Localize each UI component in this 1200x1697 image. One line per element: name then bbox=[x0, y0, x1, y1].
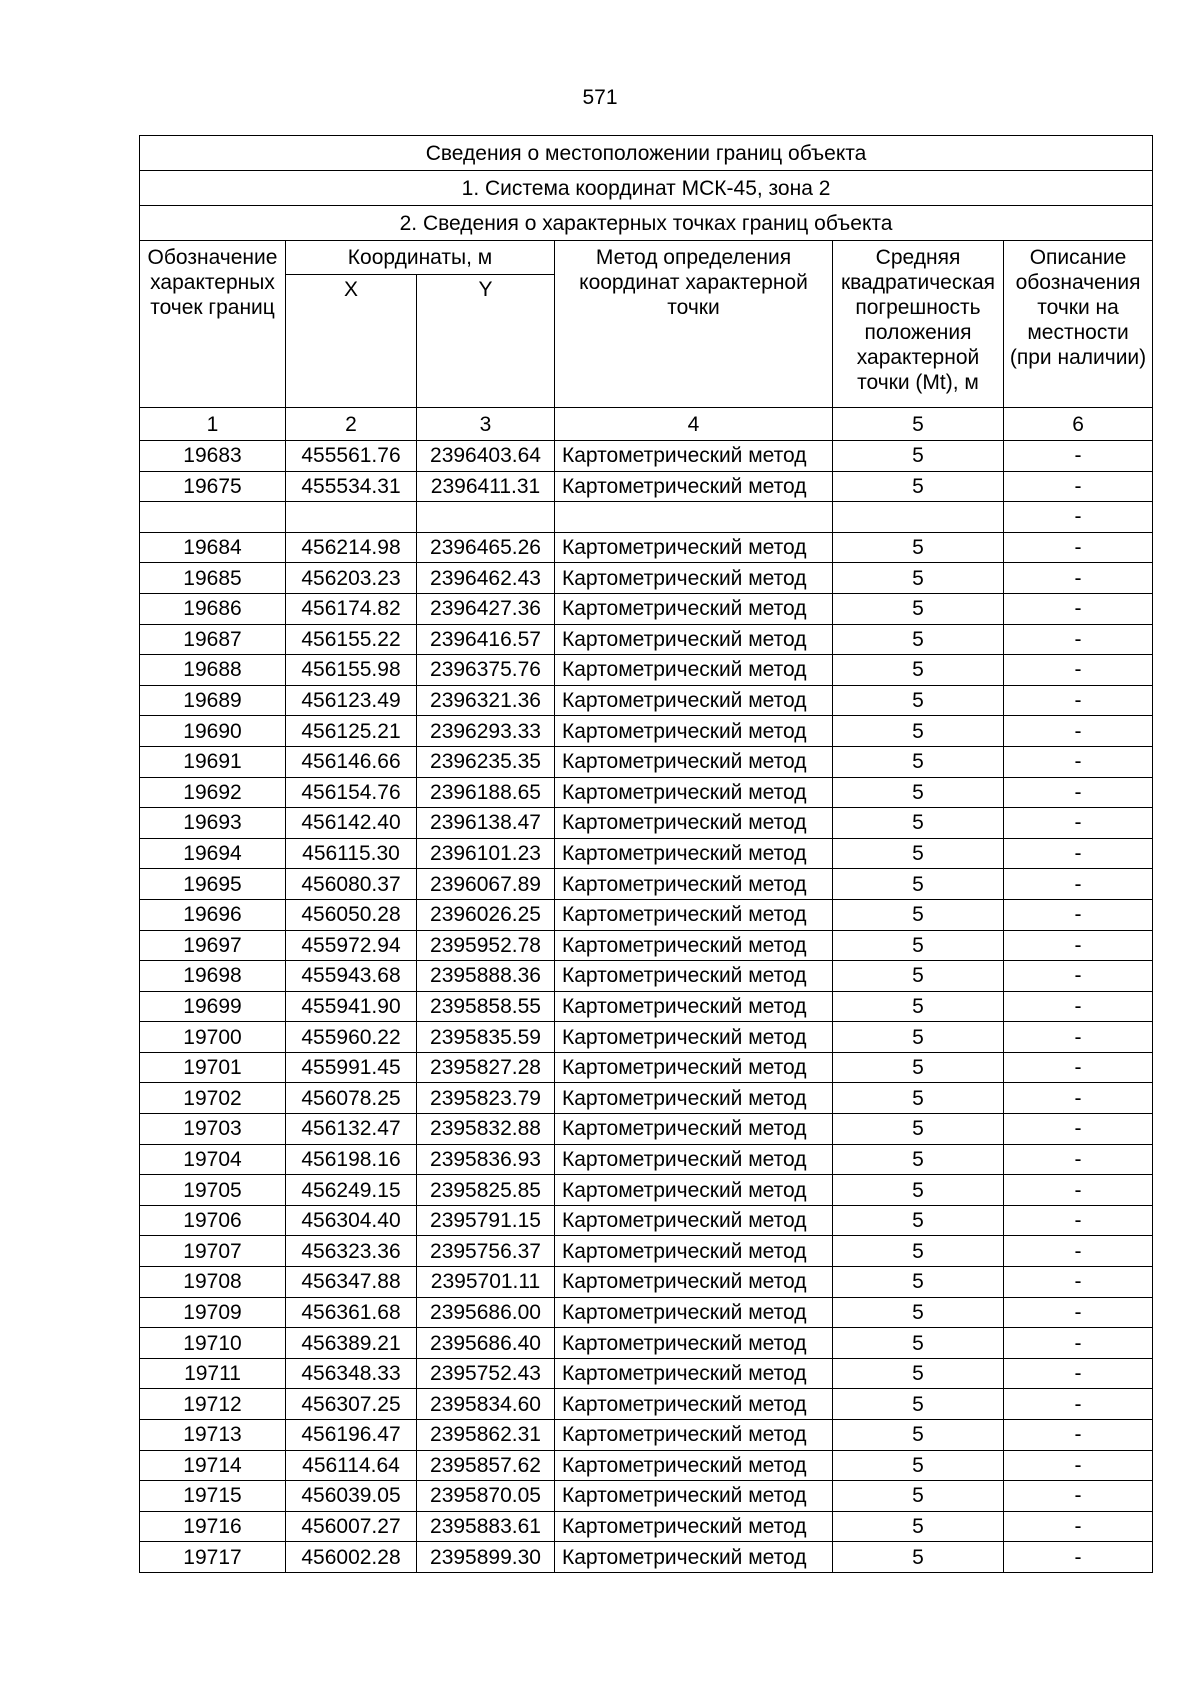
point-designation-cell: 19687 bbox=[140, 624, 286, 655]
point-designation-cell bbox=[140, 502, 286, 533]
accuracy-cell: 5 bbox=[833, 685, 1004, 716]
table-row bbox=[140, 1481, 1153, 1512]
table-row bbox=[140, 1022, 1153, 1053]
method-cell: Картометрический метод bbox=[555, 1205, 833, 1236]
x-coordinate-cell: 456123.49 bbox=[286, 685, 417, 716]
header-x: X bbox=[286, 275, 417, 408]
y-coordinate-cell: 2395686.40 bbox=[417, 1328, 555, 1359]
description-cell: - bbox=[1004, 869, 1153, 900]
accuracy-cell: 5 bbox=[833, 655, 1004, 686]
description-cell: - bbox=[1004, 1205, 1153, 1236]
y-coordinate-cell: 2396293.33 bbox=[417, 716, 555, 747]
accuracy-cell: 5 bbox=[833, 930, 1004, 961]
page-number: 571 bbox=[582, 86, 618, 109]
x-coordinate-cell: 455960.22 bbox=[286, 1022, 417, 1053]
description-cell: - bbox=[1004, 1267, 1153, 1298]
x-coordinate-cell: 455561.76 bbox=[286, 441, 417, 472]
description-cell: - bbox=[1004, 685, 1153, 716]
x-coordinate-cell: 456198.16 bbox=[286, 1144, 417, 1175]
table-row bbox=[140, 1420, 1153, 1451]
accuracy-cell: 5 bbox=[833, 1297, 1004, 1328]
table-row bbox=[140, 1236, 1153, 1267]
x-coordinate-cell: 456132.47 bbox=[286, 1114, 417, 1145]
y-coordinate-cell: 2395701.11 bbox=[417, 1267, 555, 1298]
accuracy-cell: 5 bbox=[833, 961, 1004, 992]
table-row bbox=[140, 1328, 1153, 1359]
x-coordinate-cell: 456007.27 bbox=[286, 1511, 417, 1542]
y-coordinate-cell: 2396026.25 bbox=[417, 899, 555, 930]
method-cell: Картометрический метод bbox=[555, 746, 833, 777]
accuracy-cell: 5 bbox=[833, 1144, 1004, 1175]
point-designation-cell: 19712 bbox=[140, 1389, 286, 1420]
x-coordinate-cell: 456155.22 bbox=[286, 624, 417, 655]
description-cell: - bbox=[1004, 1481, 1153, 1512]
accuracy-cell: 5 bbox=[833, 838, 1004, 869]
description-cell: - bbox=[1004, 1450, 1153, 1481]
table-title: Сведения о местоположении границ объекта bbox=[140, 136, 1153, 171]
description-cell: - bbox=[1004, 532, 1153, 563]
x-coordinate-cell: 456348.33 bbox=[286, 1358, 417, 1389]
table-row bbox=[140, 1358, 1153, 1389]
y-coordinate-cell: 2396321.36 bbox=[417, 685, 555, 716]
point-designation-cell: 19683 bbox=[140, 441, 286, 472]
x-coordinate-cell: 456307.25 bbox=[286, 1389, 417, 1420]
description-cell: - bbox=[1004, 716, 1153, 747]
table-row bbox=[140, 777, 1153, 808]
method-cell: Картометрический метод bbox=[555, 1297, 833, 1328]
column-header-row bbox=[140, 241, 1153, 275]
point-designation-cell: 19684 bbox=[140, 532, 286, 563]
description-cell: - bbox=[1004, 838, 1153, 869]
accuracy-cell: 5 bbox=[833, 808, 1004, 839]
method-cell: Картометрический метод bbox=[555, 1175, 833, 1206]
description-cell: - bbox=[1004, 1175, 1153, 1206]
table-row bbox=[140, 624, 1153, 655]
point-designation-cell: 19699 bbox=[140, 991, 286, 1022]
y-coordinate-cell: 2395883.61 bbox=[417, 1511, 555, 1542]
description-cell: - bbox=[1004, 991, 1153, 1022]
accuracy-cell: 5 bbox=[833, 593, 1004, 624]
point-designation-cell: 19708 bbox=[140, 1267, 286, 1298]
description-cell: - bbox=[1004, 1358, 1153, 1389]
accuracy-cell: 5 bbox=[833, 1481, 1004, 1512]
accuracy-cell: 5 bbox=[833, 1022, 1004, 1053]
point-designation-cell: 19713 bbox=[140, 1420, 286, 1451]
description-cell: - bbox=[1004, 624, 1153, 655]
x-coordinate-cell: 456039.05 bbox=[286, 1481, 417, 1512]
description-cell: - bbox=[1004, 1328, 1153, 1359]
x-coordinate-cell: 455534.31 bbox=[286, 471, 417, 502]
method-cell: Картометрический метод bbox=[555, 1022, 833, 1053]
y-coordinate-cell: 2395752.43 bbox=[417, 1358, 555, 1389]
table-row bbox=[140, 685, 1153, 716]
y-coordinate-cell: 2395899.30 bbox=[417, 1542, 555, 1573]
point-designation-cell: 19692 bbox=[140, 777, 286, 808]
x-coordinate-cell: 455941.90 bbox=[286, 991, 417, 1022]
x-coordinate-cell: 456389.21 bbox=[286, 1328, 417, 1359]
x-coordinate-cell: 456347.88 bbox=[286, 1267, 417, 1298]
y-coordinate-cell: 2395835.59 bbox=[417, 1022, 555, 1053]
description-cell: - bbox=[1004, 808, 1153, 839]
point-designation-cell: 19697 bbox=[140, 930, 286, 961]
x-coordinate-cell: 456249.15 bbox=[286, 1175, 417, 1206]
method-cell: Картометрический метод bbox=[555, 961, 833, 992]
accuracy-cell: 5 bbox=[833, 716, 1004, 747]
table-row bbox=[140, 1511, 1153, 1542]
description-cell: - bbox=[1004, 1083, 1153, 1114]
point-designation-cell: 19695 bbox=[140, 869, 286, 900]
x-coordinate-cell: 456361.68 bbox=[286, 1297, 417, 1328]
header-coordinates: Координаты, м bbox=[286, 241, 555, 275]
y-coordinate-cell: 2395836.93 bbox=[417, 1144, 555, 1175]
description-cell: - bbox=[1004, 1389, 1153, 1420]
point-designation-cell: 19700 bbox=[140, 1022, 286, 1053]
point-designation-cell: 19716 bbox=[140, 1511, 286, 1542]
y-coordinate-cell: 2395952.78 bbox=[417, 930, 555, 961]
table-row bbox=[140, 1297, 1153, 1328]
x-coordinate-cell: 456304.40 bbox=[286, 1205, 417, 1236]
method-cell: Картометрический метод bbox=[555, 1144, 833, 1175]
description-cell: - bbox=[1004, 655, 1153, 686]
header-accuracy: Средняя квадратическая погрешность положения характерной точки (Mt), м bbox=[833, 241, 1004, 408]
header-method: Метод определения координат характерной точки bbox=[555, 241, 833, 408]
x-coordinate-cell: 456002.28 bbox=[286, 1542, 417, 1573]
description-cell: - bbox=[1004, 899, 1153, 930]
x-coordinate-cell: 456196.47 bbox=[286, 1420, 417, 1451]
accuracy-cell: 5 bbox=[833, 624, 1004, 655]
column-number: 1 bbox=[140, 408, 286, 441]
method-cell: Картометрический метод bbox=[555, 1236, 833, 1267]
y-coordinate-cell: 2395862.31 bbox=[417, 1420, 555, 1451]
x-coordinate-cell: 456078.25 bbox=[286, 1083, 417, 1114]
table-row bbox=[140, 1542, 1153, 1573]
table-row bbox=[140, 593, 1153, 624]
table-row bbox=[140, 1450, 1153, 1481]
y-coordinate-cell: 2396101.23 bbox=[417, 838, 555, 869]
x-coordinate-cell: 456115.30 bbox=[286, 838, 417, 869]
accuracy-cell: 5 bbox=[833, 563, 1004, 594]
table-header bbox=[140, 136, 1153, 441]
description-cell: - bbox=[1004, 563, 1153, 594]
table-row bbox=[140, 532, 1153, 563]
header-y: Y bbox=[417, 275, 555, 408]
description-cell: - bbox=[1004, 930, 1153, 961]
description-cell: - bbox=[1004, 1144, 1153, 1175]
table-row bbox=[140, 716, 1153, 747]
method-cell: Картометрический метод bbox=[555, 471, 833, 502]
x-coordinate-cell: 455943.68 bbox=[286, 961, 417, 992]
point-designation-cell: 19707 bbox=[140, 1236, 286, 1267]
table-row bbox=[140, 441, 1153, 472]
y-coordinate-cell: 2395823.79 bbox=[417, 1083, 555, 1114]
accuracy-cell: 5 bbox=[833, 1083, 1004, 1114]
method-cell: Картометрический метод bbox=[555, 441, 833, 472]
point-designation-cell: 19715 bbox=[140, 1481, 286, 1512]
y-coordinate-cell: 2396462.43 bbox=[417, 563, 555, 594]
point-designation-cell: 19688 bbox=[140, 655, 286, 686]
description-cell: - bbox=[1004, 1420, 1153, 1451]
table-row bbox=[140, 1389, 1153, 1420]
table-row bbox=[140, 869, 1153, 900]
column-number-row bbox=[140, 408, 1153, 441]
point-designation-cell: 19702 bbox=[140, 1083, 286, 1114]
y-coordinate-cell: 2395870.05 bbox=[417, 1481, 555, 1512]
point-designation-cell: 19703 bbox=[140, 1114, 286, 1145]
y-coordinate-cell: 2396188.65 bbox=[417, 777, 555, 808]
table-row bbox=[140, 1175, 1153, 1206]
method-cell: Картометрический метод bbox=[555, 655, 833, 686]
method-cell: Картометрический метод bbox=[555, 777, 833, 808]
y-coordinate-cell: 2395791.15 bbox=[417, 1205, 555, 1236]
description-cell: - bbox=[1004, 1114, 1153, 1145]
description-cell: - bbox=[1004, 593, 1153, 624]
y-coordinate-cell: 2395825.85 bbox=[417, 1175, 555, 1206]
accuracy-cell: 5 bbox=[833, 1236, 1004, 1267]
accuracy-cell: 5 bbox=[833, 1052, 1004, 1083]
table-row bbox=[140, 746, 1153, 777]
accuracy-cell: 5 bbox=[833, 899, 1004, 930]
table-body bbox=[140, 441, 1153, 1573]
table-row bbox=[140, 1114, 1153, 1145]
y-coordinate-cell: 2396138.47 bbox=[417, 808, 555, 839]
method-cell: Картометрический метод bbox=[555, 563, 833, 594]
x-coordinate-cell: 456080.37 bbox=[286, 869, 417, 900]
accuracy-cell: 5 bbox=[833, 1267, 1004, 1298]
accuracy-cell: 5 bbox=[833, 1358, 1004, 1389]
description-cell: - bbox=[1004, 1022, 1153, 1053]
method-cell: Картометрический метод bbox=[555, 1267, 833, 1298]
description-cell: - bbox=[1004, 1511, 1153, 1542]
x-coordinate-cell: 456114.64 bbox=[286, 1450, 417, 1481]
point-designation-cell: 19704 bbox=[140, 1144, 286, 1175]
method-cell: Картометрический метод bbox=[555, 1083, 833, 1114]
method-cell: Картометрический метод bbox=[555, 1052, 833, 1083]
x-coordinate-cell: 456203.23 bbox=[286, 563, 417, 594]
x-coordinate-cell: 456155.98 bbox=[286, 655, 417, 686]
description-cell: - bbox=[1004, 502, 1153, 533]
accuracy-cell: 5 bbox=[833, 1175, 1004, 1206]
table-row bbox=[140, 471, 1153, 502]
column-number: 4 bbox=[555, 408, 833, 441]
description-cell: - bbox=[1004, 471, 1153, 502]
table-row bbox=[140, 899, 1153, 930]
y-coordinate-cell: 2395858.55 bbox=[417, 991, 555, 1022]
coordinate-system-title: 1. Система координат МСК-45, зона 2 bbox=[140, 171, 1153, 206]
method-cell: Картометрический метод bbox=[555, 1450, 833, 1481]
table-row bbox=[140, 838, 1153, 869]
table-row bbox=[140, 1083, 1153, 1114]
table-row bbox=[140, 1267, 1153, 1298]
y-coordinate-cell: 2396235.35 bbox=[417, 746, 555, 777]
y-coordinate-cell: 2396427.36 bbox=[417, 593, 555, 624]
accuracy-cell: 5 bbox=[833, 532, 1004, 563]
accuracy-cell bbox=[833, 502, 1004, 533]
point-designation-cell: 19691 bbox=[140, 746, 286, 777]
point-designation-cell: 19675 bbox=[140, 471, 286, 502]
point-designation-cell: 19686 bbox=[140, 593, 286, 624]
point-designation-cell: 19696 bbox=[140, 899, 286, 930]
y-coordinate-cell: 2396411.31 bbox=[417, 471, 555, 502]
method-cell: Картометрический метод bbox=[555, 1389, 833, 1420]
method-cell: Картометрический метод bbox=[555, 808, 833, 839]
description-cell: - bbox=[1004, 961, 1153, 992]
table-row bbox=[140, 930, 1153, 961]
x-coordinate-cell: 455972.94 bbox=[286, 930, 417, 961]
points-section-row bbox=[140, 206, 1153, 241]
y-coordinate-cell: 2395888.36 bbox=[417, 961, 555, 992]
description-cell: - bbox=[1004, 1052, 1153, 1083]
points-section-title: 2. Сведения о характерных точках границ объекта bbox=[140, 206, 1153, 241]
y-coordinate-cell: 2396375.76 bbox=[417, 655, 555, 686]
method-cell: Картометрический метод bbox=[555, 532, 833, 563]
accuracy-cell: 5 bbox=[833, 1511, 1004, 1542]
x-coordinate-cell: 456050.28 bbox=[286, 899, 417, 930]
y-coordinate-cell: 2396403.64 bbox=[417, 441, 555, 472]
accuracy-cell: 5 bbox=[833, 441, 1004, 472]
point-designation-cell: 19685 bbox=[140, 563, 286, 594]
method-cell: Картометрический метод bbox=[555, 930, 833, 961]
accuracy-cell: 5 bbox=[833, 1328, 1004, 1359]
point-designation-cell: 19705 bbox=[140, 1175, 286, 1206]
table-row bbox=[140, 1052, 1153, 1083]
point-designation-cell: 19714 bbox=[140, 1450, 286, 1481]
y-coordinate-cell: 2395832.88 bbox=[417, 1114, 555, 1145]
x-coordinate-cell: 456154.76 bbox=[286, 777, 417, 808]
accuracy-cell: 5 bbox=[833, 1389, 1004, 1420]
table-title-row bbox=[140, 136, 1153, 171]
accuracy-cell: 5 bbox=[833, 1450, 1004, 1481]
point-designation-cell: 19690 bbox=[140, 716, 286, 747]
point-designation-cell: 19706 bbox=[140, 1205, 286, 1236]
header-designation: Обозначение характерных точек границ bbox=[140, 241, 286, 408]
point-designation-cell: 19693 bbox=[140, 808, 286, 839]
column-number: 2 bbox=[286, 408, 417, 441]
table-row bbox=[140, 502, 1153, 533]
method-cell: Картометрический метод bbox=[555, 685, 833, 716]
method-cell: Картометрический метод bbox=[555, 1358, 833, 1389]
y-coordinate-cell bbox=[417, 502, 555, 533]
description-cell: - bbox=[1004, 441, 1153, 472]
method-cell: Картометрический метод bbox=[555, 716, 833, 747]
y-coordinate-cell: 2395686.00 bbox=[417, 1297, 555, 1328]
point-designation-cell: 19694 bbox=[140, 838, 286, 869]
table-row bbox=[140, 655, 1153, 686]
boundary-points-table bbox=[139, 135, 1153, 1573]
description-cell: - bbox=[1004, 1542, 1153, 1573]
column-number: 6 bbox=[1004, 408, 1153, 441]
accuracy-cell: 5 bbox=[833, 869, 1004, 900]
coordinate-system-row bbox=[140, 171, 1153, 206]
table-row bbox=[140, 563, 1153, 594]
method-cell: Картометрический метод bbox=[555, 838, 833, 869]
x-coordinate-cell: 456125.21 bbox=[286, 716, 417, 747]
method-cell: Картометрический метод bbox=[555, 1481, 833, 1512]
method-cell: Картометрический метод bbox=[555, 869, 833, 900]
x-coordinate-cell: 456142.40 bbox=[286, 808, 417, 839]
table-row bbox=[140, 1144, 1153, 1175]
x-coordinate-cell: 456146.66 bbox=[286, 746, 417, 777]
table-row bbox=[140, 961, 1153, 992]
description-cell: - bbox=[1004, 1236, 1153, 1267]
table-row bbox=[140, 808, 1153, 839]
method-cell: Картометрический метод bbox=[555, 624, 833, 655]
point-designation-cell: 19689 bbox=[140, 685, 286, 716]
accuracy-cell: 5 bbox=[833, 1420, 1004, 1451]
column-number: 3 bbox=[417, 408, 555, 441]
method-cell: Картометрический метод bbox=[555, 1542, 833, 1573]
accuracy-cell: 5 bbox=[833, 746, 1004, 777]
point-designation-cell: 19717 bbox=[140, 1542, 286, 1573]
x-coordinate-cell bbox=[286, 502, 417, 533]
y-coordinate-cell: 2396465.26 bbox=[417, 532, 555, 563]
description-cell: - bbox=[1004, 746, 1153, 777]
x-coordinate-cell: 456214.98 bbox=[286, 532, 417, 563]
accuracy-cell: 5 bbox=[833, 1114, 1004, 1145]
point-designation-cell: 19710 bbox=[140, 1328, 286, 1359]
x-coordinate-cell: 455991.45 bbox=[286, 1052, 417, 1083]
point-designation-cell: 19709 bbox=[140, 1297, 286, 1328]
y-coordinate-cell: 2395756.37 bbox=[417, 1236, 555, 1267]
header-description: Описание обозначения точки на местности (при наличии) bbox=[1004, 241, 1153, 408]
y-coordinate-cell: 2395857.62 bbox=[417, 1450, 555, 1481]
y-coordinate-cell: 2395827.28 bbox=[417, 1052, 555, 1083]
accuracy-cell: 5 bbox=[833, 991, 1004, 1022]
method-cell: Картометрический метод bbox=[555, 1511, 833, 1542]
table-row bbox=[140, 1205, 1153, 1236]
accuracy-cell: 5 bbox=[833, 1205, 1004, 1236]
method-cell bbox=[555, 502, 833, 533]
y-coordinate-cell: 2396067.89 bbox=[417, 869, 555, 900]
x-coordinate-cell: 456323.36 bbox=[286, 1236, 417, 1267]
point-designation-cell: 19701 bbox=[140, 1052, 286, 1083]
y-coordinate-cell: 2396416.57 bbox=[417, 624, 555, 655]
method-cell: Картометрический метод bbox=[555, 991, 833, 1022]
method-cell: Картометрический метод bbox=[555, 899, 833, 930]
table-row bbox=[140, 991, 1153, 1022]
column-number: 5 bbox=[833, 408, 1004, 441]
y-coordinate-cell: 2395834.60 bbox=[417, 1389, 555, 1420]
point-designation-cell: 19711 bbox=[140, 1358, 286, 1389]
method-cell: Картометрический метод bbox=[555, 1328, 833, 1359]
point-designation-cell: 19698 bbox=[140, 961, 286, 992]
method-cell: Картометрический метод bbox=[555, 1420, 833, 1451]
accuracy-cell: 5 bbox=[833, 1542, 1004, 1573]
method-cell: Картометрический метод bbox=[555, 1114, 833, 1145]
accuracy-cell: 5 bbox=[833, 471, 1004, 502]
description-cell: - bbox=[1004, 777, 1153, 808]
description-cell: - bbox=[1004, 1297, 1153, 1328]
method-cell: Картометрический метод bbox=[555, 593, 833, 624]
accuracy-cell: 5 bbox=[833, 777, 1004, 808]
x-coordinate-cell: 456174.82 bbox=[286, 593, 417, 624]
